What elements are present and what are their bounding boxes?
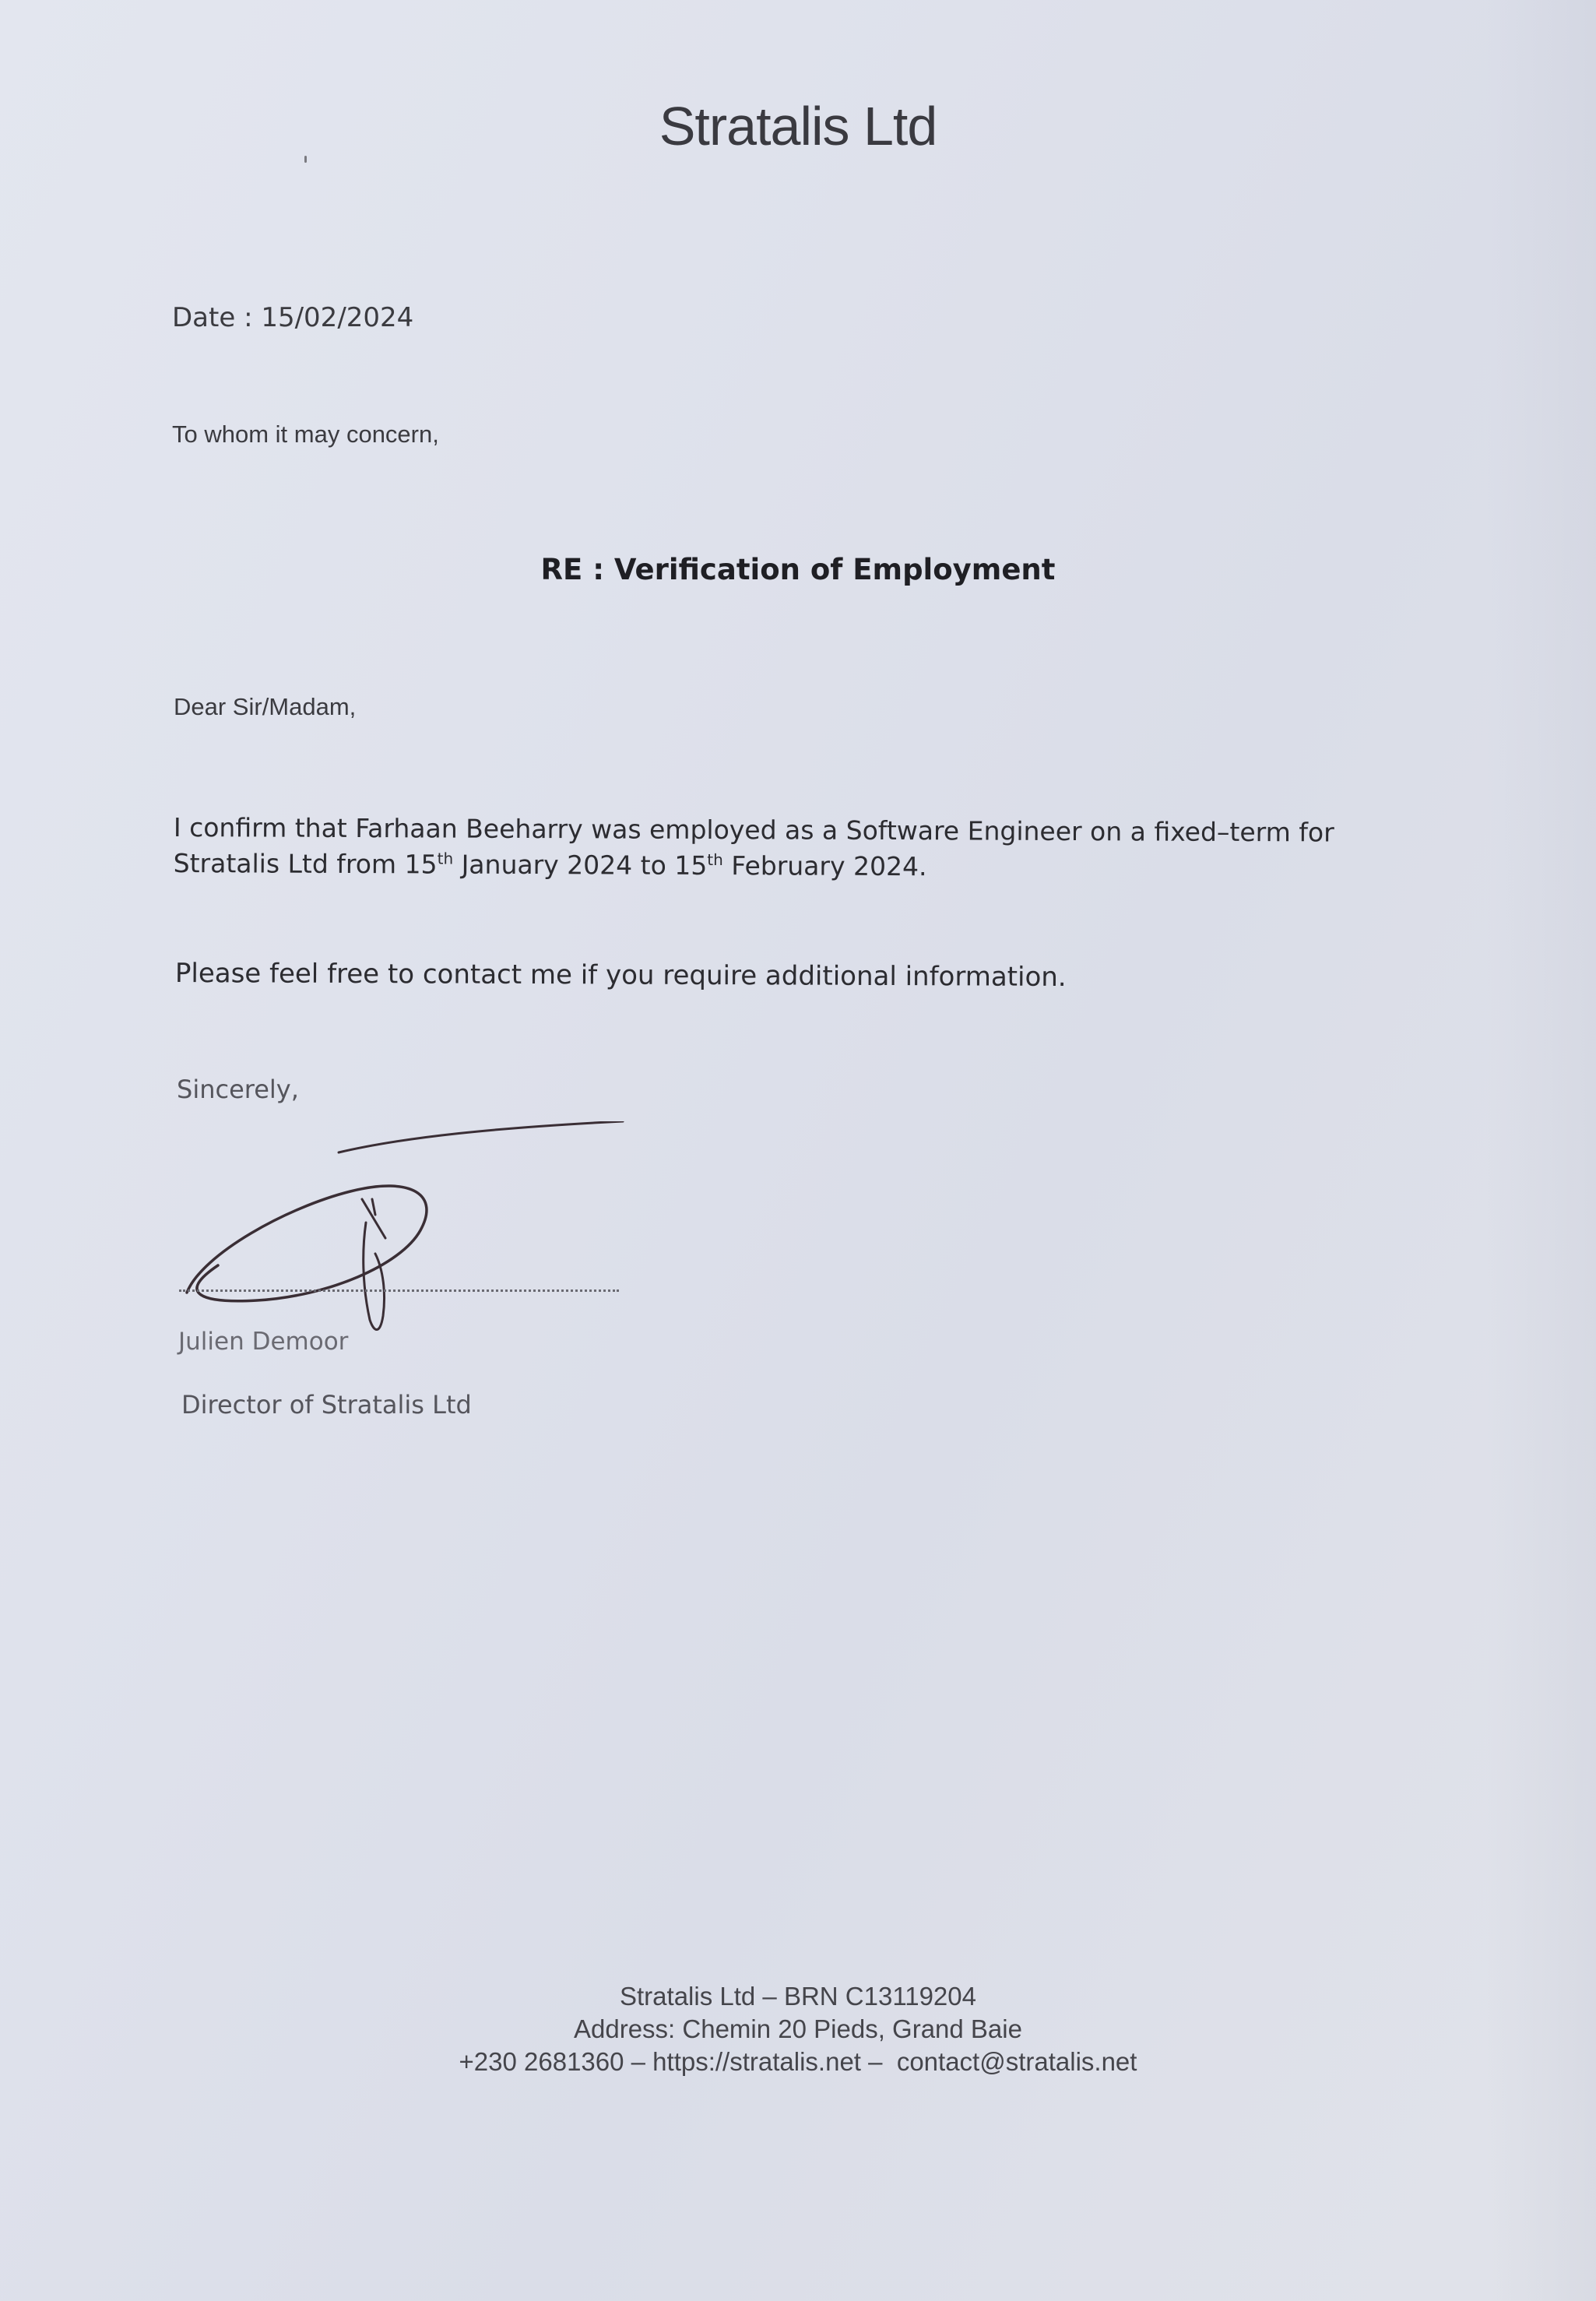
handwritten-signature xyxy=(171,1121,638,1347)
to-whom-it-may-concern: To whom it may concern, xyxy=(172,420,439,448)
signatory-title: Director of Stratalis Ltd xyxy=(181,1390,472,1420)
body-text-part: January 2024 to 15 xyxy=(453,849,708,881)
body-text-part: February 2024. xyxy=(722,850,927,882)
signatory-name: Julien Demoor xyxy=(178,1328,349,1356)
contact-offer-paragraph: Please feel free to contact me if you require additional information. xyxy=(174,958,1067,993)
company-letterhead: Stratalis Ltd xyxy=(659,96,937,157)
footer-address: Address: Chemin 20 Pieds, Grand Baie xyxy=(574,2014,1022,2043)
letter-subject: RE : Verification of Employment xyxy=(540,553,1056,586)
ordinal-suffix: th xyxy=(437,849,454,868)
letter-footer xyxy=(0,1980,1596,2078)
letter-greeting: Dear Sir/Madam, xyxy=(174,693,357,720)
signature-line xyxy=(179,1289,619,1292)
paper-speck xyxy=(304,156,307,163)
letter-date: Date : 15/02/2024 xyxy=(172,302,414,333)
footer-contact-details: +230 2681360 – https://stratalis.net – contact@stratalis.net xyxy=(459,2047,1137,2076)
letter-closing: Sincerely, xyxy=(177,1075,299,1104)
employment-confirmation-paragraph xyxy=(174,810,1341,887)
footer-company-registration: Stratalis Ltd – BRN C13119204 xyxy=(620,1982,976,2011)
ordinal-suffix: th xyxy=(707,850,723,870)
body-text-part: I confirm that Farhaan Beeharry was employed as a Software Engineer on a fixed–term for Stratalis Ltd from 15 xyxy=(173,812,1334,880)
paper-shadow xyxy=(1487,0,1596,2301)
